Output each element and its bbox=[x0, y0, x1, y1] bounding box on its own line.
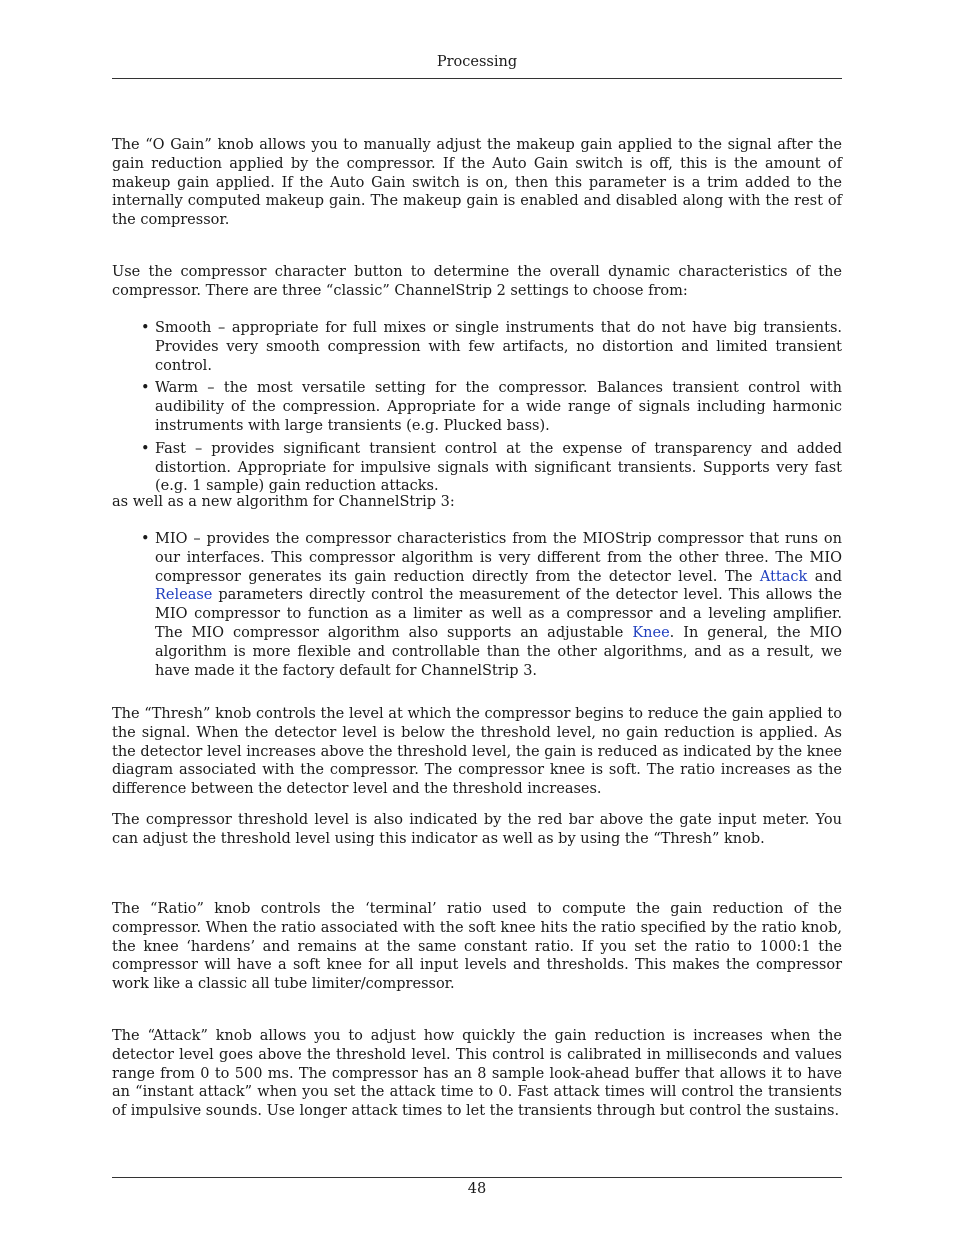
o-gain-paragraph: The “O Gain” knob allows you to manually adjust the makeup gain applied to the signal after the gain reduction applied by the compressor. If the Auto Gain switch is off, this is the amount of makeup gain applied. If the Auto Gain switch is on, then this parameter is a trim added to the internally computed makeup gain. The makeup gain is enabled and disabled along with the rest of the compressor. bbox=[112, 137, 842, 229]
page-header-title: Processing bbox=[436, 54, 518, 70]
list-item-mio bbox=[112, 530, 842, 680]
footer-rule bbox=[112, 1177, 842, 1178]
knee-link[interactable]: Knee bbox=[632, 624, 670, 641]
character-intro-paragraph: Use the compressor character button to determine the overall dynamic characteristics of the compressor. There are three “classic” ChannelStrip 2 settings to choose from: bbox=[112, 264, 842, 299]
attack-paragraph: The “Attack” knob allows you to adjust how quickly the gain reduction is increases when the detector level goes above the threshold level. This control is calibrated in milliseconds and values range from 0 to 500 ms. The compressor has an 8 sample look-ahead buffer that allows it to have an “instant attack” when you set the attack time to 0. Fast attack times will control the transients of impulsive sounds. Use longer attack times to let the transients through but control the sustains. bbox=[112, 1028, 842, 1120]
mio-text-part1: MIO – provides the compressor characteristics from the MIOStrip compressor that runs on our interfaces. This compressor algorithm is very different from the other three. The MIO compressor generates its gain reduction directly from the detector level. The bbox=[155, 531, 842, 585]
ratio-paragraph: The “Ratio” knob controls the ‘terminal’ ratio used to compute the gain reduction of the compressor. When the ratio associated with the soft knee hits the ratio specified by the ratio knob, the knee ‘hardens’ and remains at the same constant ratio. If you set the ratio to 1000:1 the compressor will have a soft knee for all input levels and thresholds. This makes the compressor work like a classic all tube limiter/compressor. bbox=[112, 901, 842, 993]
list-item-smooth: • Smooth – appropriate for full mixes or single instruments that do not have big transients. Provides very smooth compression with few artifacts, no distortion and limited transient control. bbox=[112, 319, 842, 375]
header-rule bbox=[112, 78, 842, 79]
thresh-paragraph-2: The compressor threshold level is also indicated by the red bar above the gate input meter. You can adjust the threshold level using this indicator as well as by using the “Thresh” knob. bbox=[112, 812, 842, 847]
page-number: 48 bbox=[467, 1181, 487, 1197]
new-algorithm-list bbox=[112, 530, 842, 684]
release-link[interactable]: Release bbox=[155, 587, 213, 604]
mio-text-and: and bbox=[807, 568, 843, 585]
new-algorithm-intro: as well as a new algorithm for ChannelStrip 3: bbox=[112, 494, 455, 510]
classic-settings-list bbox=[112, 319, 842, 500]
mio-text-part2: parameters directly control the measurement of the detector level. This allows the MIO compressor to function as a limiter as well as a compressor and a leveling amplifier. The MIO compressor algorithm also supports an adjustable bbox=[155, 587, 842, 641]
mio-text-part3: . In general, the MIO algorithm is more flexible and controllable than the other algorithms, and as a result, we have made it the factory default for ChannelStrip 3. bbox=[155, 624, 842, 679]
list-item-warm: • Warm – the most versatile setting for the compressor. Balances transient control with audibility of the compression. Appropriate for a wide range of signals including harmonic instruments with large transients (e.g. Plucked bass). bbox=[112, 379, 842, 435]
attack-link[interactable]: Attack bbox=[759, 568, 808, 585]
thresh-paragraph-1: The “Thresh” knob controls the level at which the compressor begins to reduce the gain applied to the signal. When the detector level is below the threshold level, no gain reduction is applied. As the detector level increases above the threshold level, the gain is reduced as indicated by the knee diagram associated with the compressor. The compressor knee is soft. The ratio increases as the difference between the detector level and the threshold increases. bbox=[112, 706, 842, 798]
list-item-fast: • Fast – provides significant transient control at the expense of transparency and added distortion. Appropriate for impulsive signals with significant transients. Supports very fast (e.g. 1 sample) gain reduction attacks. bbox=[112, 440, 842, 496]
